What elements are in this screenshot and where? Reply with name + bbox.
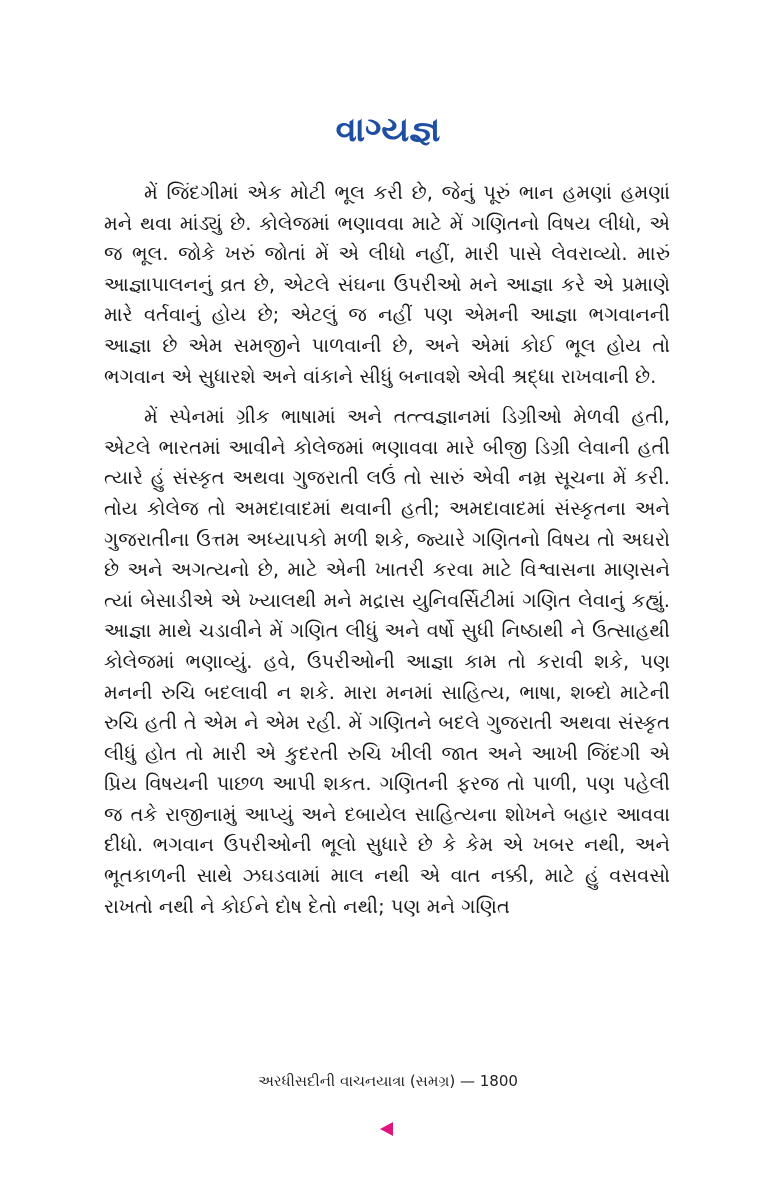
previous-page-icon[interactable] bbox=[380, 1122, 393, 1136]
page-title: વાગ્યજ્ઞ bbox=[335, 110, 441, 150]
article-body bbox=[104, 178, 670, 932]
paragraph-2: મેં સ્પેનમાં ગ્રીક ભાષામાં અને તત્ત્વજ્ઞાનમાં ડિગ્રીઓ મેળવી હતી, એટલે ભારતમાં આવીને કોલેજમાં ભણાવવા મારે બીજી ડિગ્રી લેવાની હતી ત્યારે હું સંસ્કૃત અથવા ગુજરાતી લઉં તો સારું એવી નમ્ર સૂચના મેં કરી. તોય કોલેજ તો અમદાવાદમાં થવાની હતી; અમદાવાદમાં સંસ્કૃતના અને ગુજરાતીના ઉત્તમ અધ્યાપકો મળી શકે, જ્યારે ગણિતનો વિષય તો અઘરો છે અને અગત્યનો છે, માટે એની ખાતરી કરવા માટે વિશ્વાસના માણસને ત્યાં બેસાડીએ એ ખ્યાલથી મને મદ્રાસ યુનિવર્સિટીમાં ગણિત લેવાનું કહ્યું. આજ્ઞા માથે ચડાવીને મેં ગણિત લીધું અને વર્ષો સુધી નિષ્ઠાથી ને ઉત્સાહથી કોલેજમાં ભણાવ્યું. હવે, ઉપરીઓની આજ્ઞા કામ તો કરાવી શકે, પણ મનની રુચિ બદલાવી ન શકે. મારા મનમાં સાહિત્ય, ભાષા, શબ્દો માટેની રુચિ હતી તે એમ ને એમ રહી. મેં ગણિતને બદલે ગુજરાતી અથવા સંસ્કૃત લીધું હોત તો મારી એ કુદરતી રુચિ ખીલી જાત અને આખી જિંદગી એ પ્રિય વિષયની પાછળ આપી શકત. ગણિતની ફરજ તો પાળી, પણ પહેલી જ તકે રાજીનામું આપ્યું અને દબાયેલ સાહિત્યના શોખને બહાર આવવા દીધો. ભગવાન ઉપરીઓની ભૂલો સુધારે છે કે કેમ એ ખબર નથી, અને ભૂતકાળની સાથે ઝઘડવામાં માલ નથી એ વાત નક્કી, માટે હું વસવસો રાખતો નથી ને કોઈને દોષ દેતો નથી; પણ મને ગણિત bbox=[104, 405, 670, 918]
page-footer: અરધીસદીની વાચનયાત્રા (સમગ્ર) — 1800 bbox=[258, 1072, 518, 1090]
paragraph-1: મેં જિંદગીમાં એક મોટી ભૂલ કરી છે, જેનું પૂરું ભાન હમણાં હમણાં મને થવા માંડ્યું છે. કોલેજમાં ભણાવવા માટે મેં ગણિતનો વિષય લીધો, એ જ ભૂલ. જોકે ખરું જોતાં મેં એ લીધો નહીં, મારી પાસે લેવરાવ્યો. મારું આજ્ઞાપાલનનું વ્રત છે, એટલે સંઘના ઉપરીઓ મને આજ્ઞા કરે એ પ્રમાણે મારે વર્તવાનું હોય છે; એટલું જ નહીં પણ એમની આજ્ઞા ભગવાનની આજ્ઞા છે એમ સમજીને પાળવાની છે, અને એમાં કોઈ ભૂલ હોય તો ભગવાન એ સુધારશે અને વાંકાને સીધું બનાવશે એવી શ્રદ્ધા રાખવાની છે. bbox=[104, 181, 670, 388]
